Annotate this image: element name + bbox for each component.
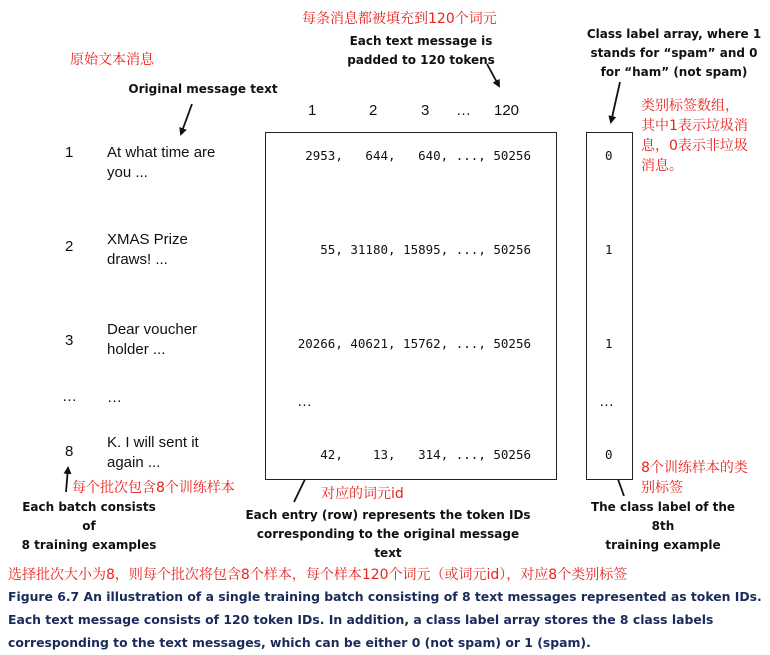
original-label: Original message text — [128, 82, 278, 96]
caption-line-3: corresponding to the text messages, which can be either 0 (not spam) or 1 (spam). — [8, 635, 591, 650]
class-label-1: 0 — [605, 148, 613, 163]
row-index-8: 8 — [65, 443, 74, 460]
column-header-3: 3 — [421, 102, 430, 119]
batch-label: Each batch consists of 8 training examples — [21, 500, 157, 552]
column-header-120: 120 — [494, 102, 520, 119]
message-text-1: At what time are you ... — [107, 144, 216, 181]
message-text-ellipsis: … — [107, 389, 122, 406]
batch-cn-label: 每个批次包含8个训练样本 — [72, 480, 235, 496]
summary-cn-label: 选择批次大小为8，则每个批次将包含8个样本，每个样本120个词元（或词元id），对应8个类别标签 — [8, 567, 628, 583]
class-label-3: 1 — [605, 336, 613, 351]
token-ids-row-8: 42, 13, 314, ..., 50256 — [320, 447, 531, 462]
column-header-1: 1 — [308, 102, 317, 119]
class-label-ellipsis: … — [599, 393, 614, 410]
row-entry-label: Each entry (row) represents the token IDs corresponding to the original message text — [245, 508, 531, 560]
row-index-2: 2 — [65, 238, 74, 255]
row-index-ellipsis: … — [62, 388, 77, 405]
class-label-2: 1 — [605, 242, 613, 257]
token-id-matrix-box — [265, 132, 557, 480]
caption-line-2: Each text message consists of 120 token IDs. In addition, a class label array stores the 8 class labels — [8, 612, 714, 627]
token-ids-row-2: 55, 31180, 15895, ..., 50256 — [320, 242, 531, 257]
column-header-ellipsis: … — [456, 102, 471, 119]
token-ids-row-1: 2953, 644, 640, ..., 50256 — [305, 148, 531, 163]
class-array-label: Class label array, where 1 stands for “spam” and 0 for “ham” (not spam) — [586, 27, 762, 79]
class-label-8: 0 — [605, 447, 613, 462]
message-text-2: XMAS Prize draws! ... — [107, 231, 188, 268]
arrow-original — [181, 104, 192, 134]
figure-caption — [8, 585, 768, 654]
label8-cn-label: 8个训练样本的类 别标签 — [641, 460, 748, 496]
class-array-cn-label: 类别标签数组， 其中1表示垃圾消 息，0表示非垃圾 消息。 — [641, 98, 748, 174]
row-index-3: 3 — [65, 332, 74, 349]
message-text-8: K. I will sent it again ... — [107, 434, 199, 471]
token-ids-row-3: 20266, 40621, 15762, ..., 50256 — [297, 336, 531, 351]
padded-label: Each text message is padded to 120 tokens — [347, 34, 495, 67]
class-label-array-box — [586, 132, 633, 480]
row-index-1: 1 — [65, 144, 74, 161]
caption-line-1: Figure 6.7 An illustration of a single training batch consisting of 8 text messages represented as token IDs. — [8, 589, 762, 604]
arrow-batch-real — [66, 468, 68, 492]
padded-cn-label: 每条消息都被填充到120个词元 — [302, 11, 497, 27]
arrow-class-array — [611, 82, 620, 122]
label8-label: The class label of the 8th training example — [590, 500, 736, 552]
original-cn-label: 原始文本消息 — [70, 52, 154, 68]
row-cn-label-2: 对应的词元id — [321, 486, 404, 502]
token-ids-row-ellipsis: … — [297, 393, 312, 410]
message-text-3: Dear voucher holder ... — [107, 321, 198, 358]
column-header-2: 2 — [369, 102, 378, 119]
